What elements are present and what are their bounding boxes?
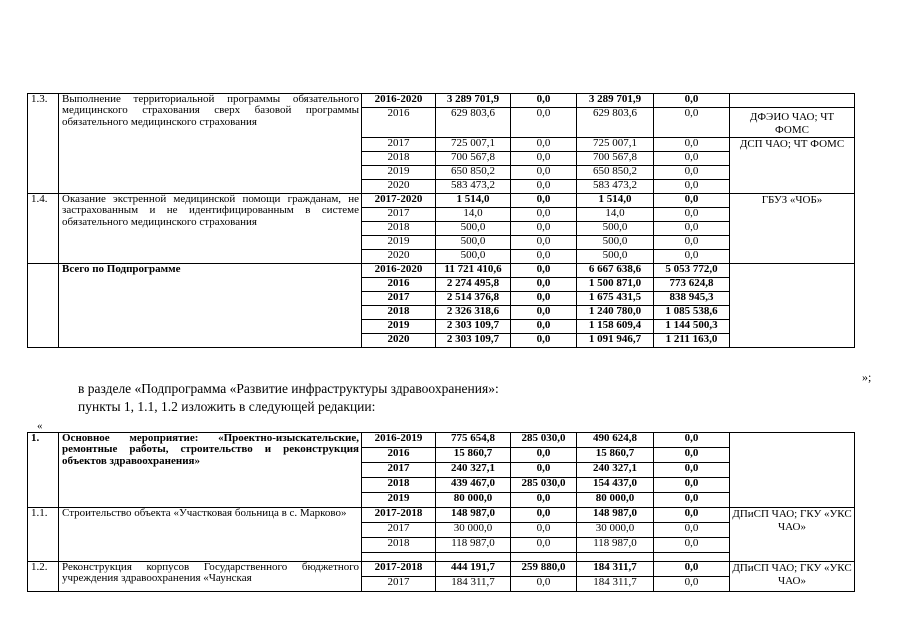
table-row: 2019 80 000,0 0,0 80 000,0 0,0 <box>28 493 855 508</box>
table-row-total: 2016 2 274 495,8 0,0 1 500 871,0 773 624,8 <box>28 278 855 292</box>
table-row: 2019 500,0 0,0 500,0 0,0 <box>28 236 855 250</box>
opening-quote: « <box>37 420 43 432</box>
table-row: 2017 30 000,0 0,0 30 000,0 0,0 <box>28 523 855 538</box>
responsible-cell: ДФЭИО ЧАО; ЧТ ФОМС <box>730 108 855 138</box>
table-row: 1.1. Строительство объекта «Участковая больница в с. Марково» 2017-2018 148 987,0 0,0 148 987,0 0,0 ДПиСП ЧАО; ГКУ «УКС ЧАО» <box>28 508 855 523</box>
table-row: 1.4. Оказание экстренной медицинской помощи гражданам, не застрахованным и не идентифицированным в системе обязательного медицинского страхования 2017-2020 1 514,0 0,0 1 514,0 0,0 ГБУЗ «ЧОБ» <box>28 194 855 208</box>
row-description: Выполнение территориальной программы обязательного медицинского страхования сверх базовой программы обязательного медицинского страхования <box>59 94 362 194</box>
table-row: 1. Основное мероприятие: «Проектно-изыскательские, ремонтные работы, строительство и реконструкция объектов здравоохранения» 2016-2019 775 654,8 285 030,0 490 624,8 0,0 <box>28 433 855 448</box>
table-row: 2016 629 803,6 0,0 629 803,6 0,0 ДФЭИО ЧАО; ЧТ ФОМС <box>28 108 855 138</box>
total-label: Всего по Подпрограмме <box>59 264 362 348</box>
row-code: 1.4. <box>28 194 59 264</box>
table-row: 2019 650 850,2 0,0 650 850,2 0,0 <box>28 166 855 180</box>
table-row-total: 2020 2 303 109,7 0,0 1 091 946,7 1 211 163,0 <box>28 334 855 348</box>
table-row: 2016 15 860,7 0,0 15 860,7 0,0 <box>28 448 855 463</box>
responsible-cell: ГБУЗ «ЧОБ» <box>730 194 855 264</box>
responsible-cell: ДПиСП ЧАО; ГКУ «УКС ЧАО» <box>730 562 855 592</box>
row-code: 1. <box>28 433 59 508</box>
responsible-cell: ДСП ЧАО; ЧТ ФОМС <box>730 138 855 194</box>
row-description: Основное мероприятие: «Проектно-изыскательские, ремонтные работы, строительство и реконструкция объектов здравоохранения» <box>59 433 362 508</box>
row-description: Реконструкция корпусов Государственного бюджетного учреждения здравоохранения «Чаунская <box>59 562 362 592</box>
budget-table-top <box>27 93 855 348</box>
table-row: 2018 118 987,0 0,0 118 987,0 0,0 <box>28 538 855 553</box>
row-code: 1.3. <box>28 94 59 194</box>
table-row-total: Всего по Подпрограмме 2016-2020 11 721 410,6 0,0 6 667 638,6 5 053 772,0 <box>28 264 855 278</box>
table-row: 2020 583 473,2 0,0 583 473,2 0,0 <box>28 180 855 194</box>
table-row: 1.3. Выполнение территориальной программы обязательного медицинского страхования сверх базовой программы обязательного медицинского страхования 2016-2020 3 289 701,9 0,0 3 289 701,9 0,0 <box>28 94 855 108</box>
table-row: 2017 240 327,1 0,0 240 327,1 0,0 <box>28 463 855 478</box>
table-row: 2017 14,0 0,0 14,0 0,0 <box>28 208 855 222</box>
table-row-total: 2018 2 326 318,6 0,0 1 240 780,0 1 085 538,6 <box>28 306 855 320</box>
section-paragraph: в разделе «Подпрограмма «Развитие инфраструктуры здравоохранения»: <box>78 381 499 396</box>
table-row: 2020 500,0 0,0 500,0 0,0 <box>28 250 855 264</box>
table-row: 2017 184 311,7 0,0 184 311,7 0,0 <box>28 577 855 592</box>
closing-quote: »; <box>862 370 872 384</box>
instruction-paragraph: пункты 1, 1.1, 1.2 изложить в следующей редакции: <box>78 399 376 414</box>
row-code: 1.1. <box>28 508 59 562</box>
row-description: Оказание экстренной медицинской помощи гражданам, не застрахованным и не идентифицированным в системе обязательного медицинского страхования <box>59 194 362 264</box>
table-row-total: 2017 2 514 376,8 0,0 1 675 431,5 838 945,3 <box>28 292 855 306</box>
table-row: 2018 439 467,0 285 030,0 154 437,0 0,0 <box>28 478 855 493</box>
budget-table-bottom <box>27 432 855 592</box>
table-row: 2018 500,0 0,0 500,0 0,0 <box>28 222 855 236</box>
table-row: 2017 725 007,1 0,0 725 007,1 0,0 ДСП ЧАО; ЧТ ФОМС <box>28 138 855 152</box>
row-description: Строительство объекта «Участковая больница в с. Марково» <box>59 508 362 562</box>
table-row: 2018 700 567,8 0,0 700 567,8 0,0 <box>28 152 855 166</box>
row-code: 1.2. <box>28 562 59 592</box>
responsible-cell: ДПиСП ЧАО; ГКУ «УКС ЧАО» <box>730 508 855 562</box>
table-row: 1.2. Реконструкция корпусов Государственного бюджетного учреждения здравоохранения «Чаунская 2017-2018 444 191,7 259 880,0 184 311,7 0,0 ДПиСП ЧАО; ГКУ «УКС ЧАО» <box>28 562 855 577</box>
table-row-total: 2019 2 303 109,7 0,0 1 158 609,4 1 144 500,3 <box>28 320 855 334</box>
